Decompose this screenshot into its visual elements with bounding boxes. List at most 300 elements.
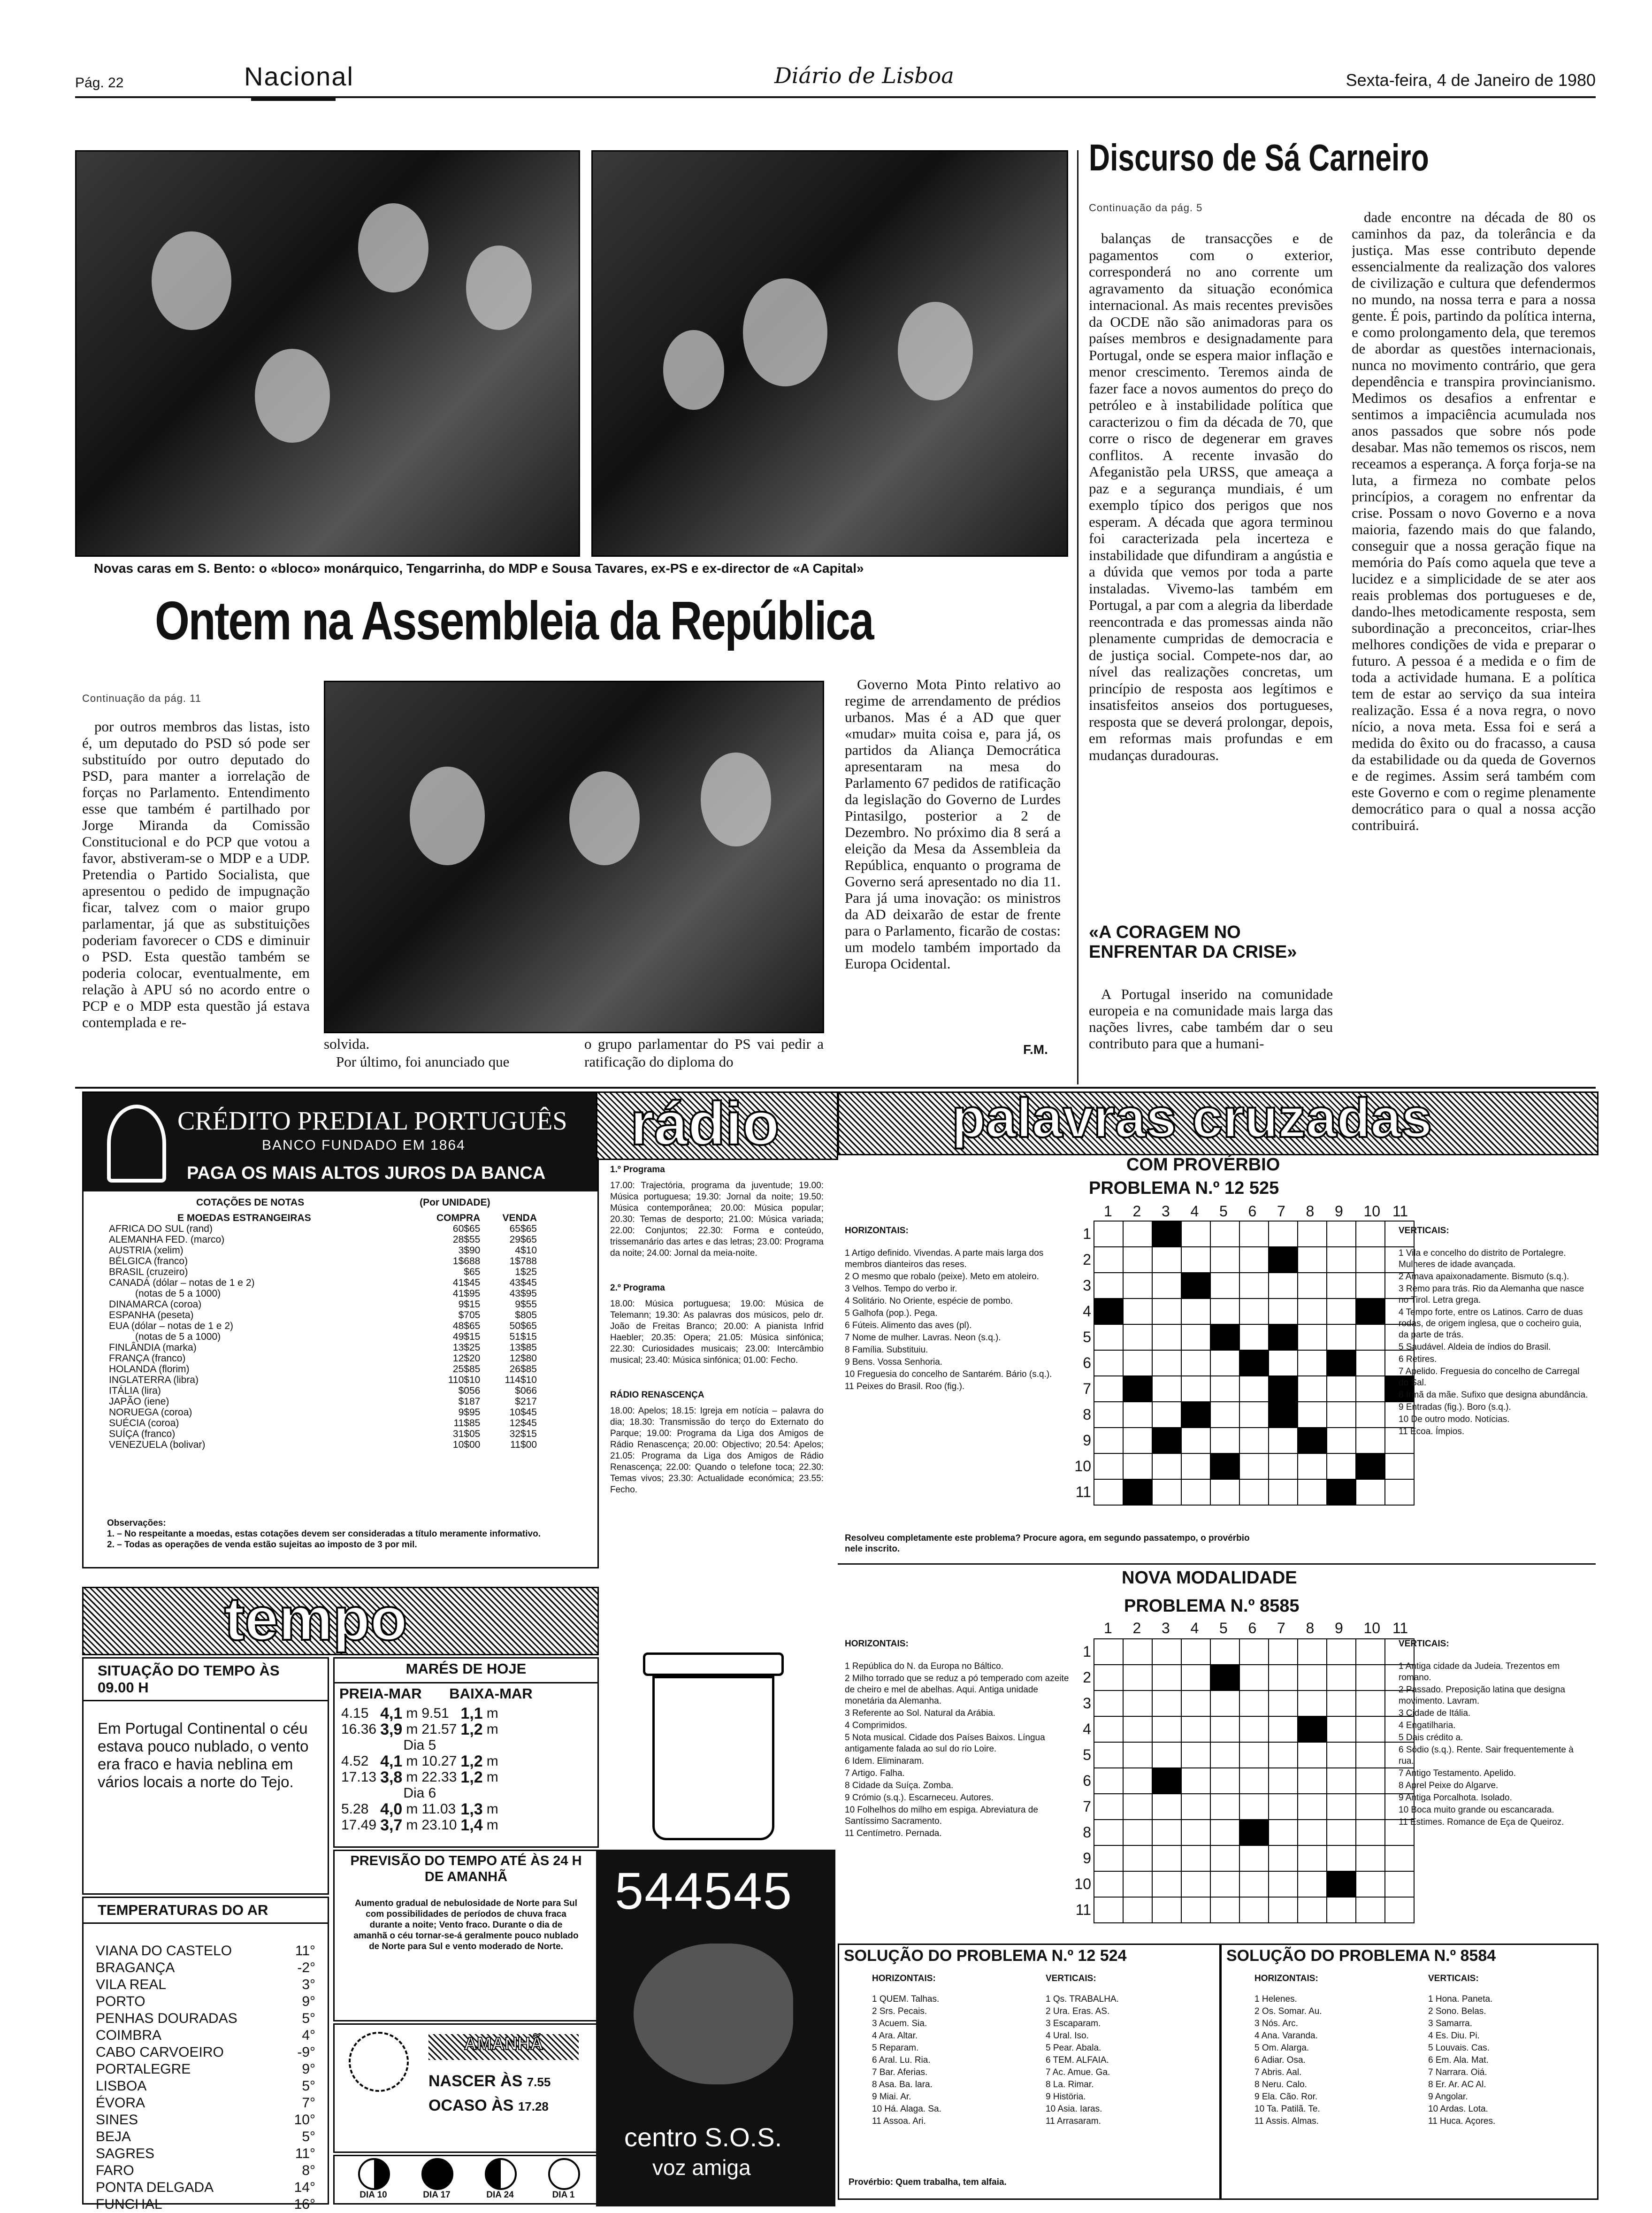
grid-cell xyxy=(1152,1299,1181,1324)
assembleia-col4 xyxy=(845,676,1061,1033)
grid-cell xyxy=(1327,1690,1356,1716)
solution-item: 4 Ara. Altar. xyxy=(872,2031,918,2041)
rate-venda: 10$45 xyxy=(509,1407,537,1418)
grid-row-number: 2 xyxy=(1083,1669,1091,1686)
radio-banner xyxy=(596,1091,838,1160)
grid-cell xyxy=(1327,1350,1356,1376)
solution-item: 6 Aral. Lu. Ria. xyxy=(872,2055,931,2065)
rate-compra: 11$85 xyxy=(453,1418,481,1429)
temp-row xyxy=(93,2196,318,2213)
solution-item: 10 Asia. Iaras. xyxy=(1046,2104,1102,2114)
grid-cell xyxy=(1269,1479,1298,1505)
grid-cell xyxy=(1123,1479,1152,1505)
grid-cell xyxy=(1327,1794,1356,1820)
grid-row-number: 7 xyxy=(1083,1380,1091,1397)
grid-cell xyxy=(1123,1247,1152,1273)
solution-item: 4 Es. Diu. Pi. xyxy=(1428,2031,1480,2041)
grid-col-number: 3 xyxy=(1162,1620,1170,1637)
cruzadas-banner xyxy=(838,1087,1598,1155)
discurso-divider xyxy=(1077,150,1078,1084)
solution-item: 6 TEM. ALFAIA. xyxy=(1046,2055,1109,2065)
clue-item: 8 Cidade da Suíça. Zomba. xyxy=(845,1781,954,1790)
grid-cell xyxy=(1239,1299,1269,1324)
grid-cell xyxy=(1181,1716,1210,1742)
radio-p2-text: 18.00: Música portuguesa; 19.00: Música de Telemann; 19.30: As palavras dos músicos, pelo dr. João de Freitas Branco; 20.00: A pianista Infrid Haebler; 20.35: Opera; 21.05: Música sinfónica; 22.30: Curiosidades musicais; 23.00: Intercâmbio musical; 23.40: Música sinfónica; 01.00: Fecho. xyxy=(610,1299,824,1365)
sun-times xyxy=(428,2069,551,2118)
problem2-title: PROBLEMA N.º 8585 xyxy=(1124,1596,1300,1616)
grid-cell xyxy=(1210,1639,1239,1665)
grid2-vert-list xyxy=(1399,1661,1591,1828)
grid-cell xyxy=(1327,1479,1356,1505)
rate-row xyxy=(107,1364,539,1375)
assembleia-col2 xyxy=(324,1035,568,1071)
rate-currency: AFRICA DO SUL (rand) xyxy=(109,1223,213,1234)
moon-phases xyxy=(335,2156,597,2203)
rate-venda: $217 xyxy=(515,1396,537,1407)
grid-cell xyxy=(1094,1324,1123,1350)
grid-cell xyxy=(1210,1376,1239,1402)
clue-item: 4 Tempo forte, entre os Latinos. Carro de duas rodas, de origem inglesa, que o cocheiro guia, da parte de trás. xyxy=(1399,1307,1583,1340)
grid-cell xyxy=(1298,1376,1327,1402)
rate-venda: 1$788 xyxy=(509,1256,537,1267)
temp-row xyxy=(93,1993,318,2010)
clue-item: 6 Sódio (s.q.). Rente. Sair frequentemente à rua. xyxy=(1399,1745,1574,1766)
clue-item: 5 Dais crédito a. xyxy=(1399,1733,1463,1743)
moon-icon xyxy=(485,2158,517,2190)
temp-city: BEJA xyxy=(96,2129,131,2144)
grid-cell xyxy=(1356,1742,1385,1768)
assembleia-col3-text: o grupo parlamentar do PS vai pedir a ratificação do diploma do xyxy=(584,1036,824,1070)
grid-cell xyxy=(1094,1247,1123,1273)
tide-cell: m xyxy=(406,1769,418,1785)
grid-cell xyxy=(1210,1665,1239,1690)
rate-compra: 25$85 xyxy=(452,1364,481,1375)
grid-cell xyxy=(1152,1453,1181,1479)
rate-compra: 110$10 xyxy=(448,1375,481,1385)
solution-item: 2 Srs. Pecais. xyxy=(872,2006,927,2016)
tide-cell: 1,2 xyxy=(460,1768,483,1786)
grid-cell xyxy=(1210,1479,1239,1505)
grid-row xyxy=(1094,1273,1414,1299)
rate-row xyxy=(107,1223,539,1234)
grid-cell xyxy=(1181,1897,1210,1923)
clue-item: 5 Saudável. Aldeia de índios do Brasil. xyxy=(1399,1342,1551,1352)
grid-cell xyxy=(1298,1324,1327,1350)
rate-currency: ESPANHA (peseta) xyxy=(109,1310,194,1321)
grid-col-number: 11 xyxy=(1392,1620,1408,1637)
grid-cell xyxy=(1123,1897,1152,1923)
grid-cell xyxy=(1152,1768,1181,1794)
grid-cell xyxy=(1094,1742,1123,1768)
rate-venda: 26$85 xyxy=(509,1364,537,1375)
credito-rates-table xyxy=(107,1213,539,1450)
grid-row-number: 3 xyxy=(1083,1277,1091,1294)
clue-item: 8 Irmã da mãe. Sufixo que designa abundância. xyxy=(1399,1390,1588,1400)
grid-cell xyxy=(1181,1479,1210,1505)
grid-cell xyxy=(1356,1716,1385,1742)
tide-cell: 4,1 xyxy=(380,1752,403,1770)
grid-cell xyxy=(1356,1665,1385,1690)
solution-item: 7 Abris. Aal. xyxy=(1254,2067,1302,2077)
grid-cell xyxy=(1298,1402,1327,1428)
rate-row xyxy=(107,1407,539,1418)
grid-cell xyxy=(1239,1897,1269,1923)
ocaso-value: 17.28 xyxy=(518,2099,549,2113)
clue-item: 7 Nome de mulher. Lavras. Neon (s.q.). xyxy=(845,1333,1001,1343)
tempo-title: tempo xyxy=(224,1584,407,1653)
grid-cell xyxy=(1094,1350,1123,1376)
tide-cell: m xyxy=(486,1706,498,1721)
rate-currency: DINAMARCA (coroa) xyxy=(109,1299,202,1310)
section-title: Nacional xyxy=(244,61,354,91)
tide-cell: 3,8 xyxy=(380,1768,403,1786)
tide-cell: 1,2 xyxy=(460,1752,483,1770)
clue-item: 1 Artigo definido. Vivendas. A parte mais larga dos membros dianteiros das reses. xyxy=(845,1248,1044,1269)
grid-cell xyxy=(1152,1845,1181,1871)
grid-cell xyxy=(1181,1350,1210,1376)
discurso-col1b-text: A Portugal inserido na comunidade europeia e na comunidade mais larga das nações livres, cabe também dar o seu contributo para que a humani- xyxy=(1089,986,1333,1052)
grid-cell xyxy=(1094,1665,1123,1690)
tide-row xyxy=(339,1753,500,1769)
tide-cell: 4,0 xyxy=(380,1800,403,1818)
rate-venda: 11$00 xyxy=(510,1439,537,1450)
grid-row-number: 1 xyxy=(1083,1225,1091,1242)
moon-day: DIA 17 xyxy=(423,2190,451,2200)
clue-item: 6 Fúteis. Alimento das aves (pl). xyxy=(845,1321,972,1330)
grid-cell xyxy=(1094,1428,1123,1453)
moon-icon xyxy=(358,2158,390,2190)
grid-cell xyxy=(1298,1871,1327,1897)
tide-cell: m xyxy=(486,1769,498,1785)
credito-obs-title: Observações: xyxy=(107,1518,166,1528)
temp-value: 9° xyxy=(302,2061,315,2077)
grid-row-number: 1 xyxy=(1083,1643,1091,1660)
solucao-1 xyxy=(838,1944,1221,2200)
sol2-horiz-list xyxy=(1254,1994,1395,2127)
sol1-horiz-title: HORIZONTAIS: xyxy=(872,1974,936,1983)
trash-can-illustration xyxy=(634,1643,788,1840)
grid-cell xyxy=(1210,1794,1239,1820)
credito-logo-icon xyxy=(107,1105,166,1183)
grid-cell xyxy=(1269,1716,1298,1742)
grid-cell xyxy=(1269,1639,1298,1665)
temp-value: 3° xyxy=(302,1977,315,1992)
solution-item: 8 Neru. Calo. xyxy=(1254,2080,1307,2090)
solution-item: 10 Ardas. Lota. xyxy=(1428,2104,1488,2114)
sol2-vert-title: VERTICAIS: xyxy=(1428,1974,1479,1983)
temp-row xyxy=(93,2078,318,2095)
grid-cell xyxy=(1327,1402,1356,1428)
sos-voz: voz amiga xyxy=(652,2155,751,2180)
grid-cell xyxy=(1152,1690,1181,1716)
rate-compra: 3$90 xyxy=(458,1245,481,1256)
grid-cell xyxy=(1356,1350,1385,1376)
grid-cell xyxy=(1239,1402,1269,1428)
rate-currency: FINLÂNDIA (marka) xyxy=(109,1342,197,1353)
assembleia-headline: Ontem na Assembleia da República xyxy=(155,590,873,651)
grid-cell xyxy=(1181,1247,1210,1273)
grid-row-number: 4 xyxy=(1083,1303,1091,1320)
grid-cell xyxy=(1152,1639,1181,1665)
grid-cell xyxy=(1327,1221,1356,1247)
solution-item: 3 Samarra. xyxy=(1428,2019,1472,2029)
grid-cell xyxy=(1239,1428,1269,1453)
grid-col-number: 5 xyxy=(1219,1203,1228,1220)
grid-col-number: 1 xyxy=(1104,1203,1112,1220)
grid-cell xyxy=(1385,1897,1414,1923)
grid-cell xyxy=(1356,1376,1385,1402)
credito-table-title-text: COTAÇÕES DE NOTAS xyxy=(196,1197,305,1208)
grid-cell xyxy=(1181,1273,1210,1299)
credito-header xyxy=(84,1093,597,1191)
temp-value: 9° xyxy=(302,1994,315,2009)
grid-cell xyxy=(1327,1897,1356,1923)
rate-row xyxy=(107,1288,539,1299)
grid-col-number: 4 xyxy=(1190,1620,1199,1637)
grid-cell xyxy=(1152,1820,1181,1845)
tide-cell: 9.51 xyxy=(421,1706,449,1721)
clue-item: 4 Comprimidos. xyxy=(845,1721,908,1730)
grid-cell xyxy=(1181,1794,1210,1820)
solution-item: 4 Ana. Varanda. xyxy=(1254,2031,1318,2041)
grid-cell xyxy=(1181,1665,1210,1690)
sol2-horiz-title: HORIZONTAIS: xyxy=(1254,1974,1318,1983)
tide-cell: m xyxy=(406,1706,418,1721)
credito-slogan: PAGA OS MAIS ALTOS JUROS DA BANCA xyxy=(187,1163,546,1183)
page-number: Pág. 22 xyxy=(75,75,124,91)
tempo-banner xyxy=(82,1584,599,1655)
discurso-col1 xyxy=(1089,230,1333,944)
grid-cell xyxy=(1210,1453,1239,1479)
grid-cell xyxy=(1385,1479,1414,1505)
solution-item: 4 Ural. Iso. xyxy=(1046,2031,1089,2041)
rate-compra: $65 xyxy=(464,1267,481,1277)
rate-row xyxy=(107,1310,539,1321)
rate-compra: $056 xyxy=(458,1385,481,1396)
grid-row-number: 9 xyxy=(1083,1850,1091,1867)
solution-item: 8 Er. Ar. AC Al. xyxy=(1428,2080,1486,2090)
tide-cell: 1,2 xyxy=(460,1721,483,1738)
temp-row xyxy=(93,2145,318,2162)
tempo-situacao xyxy=(82,1657,329,1895)
mares-title: MARÉS DE HOJE xyxy=(405,1660,527,1677)
grid-cell xyxy=(1123,1350,1152,1376)
grid-cell xyxy=(1269,1690,1298,1716)
tide-day: Dia 6 xyxy=(403,1785,436,1801)
clue-item: 11 Estimes. Romance de Eça de Queiroz. xyxy=(1399,1817,1564,1827)
grid-cell xyxy=(1298,1690,1327,1716)
solution-item: 7 Ac. Amue. Ga. xyxy=(1046,2067,1110,2077)
solucao-2 xyxy=(1220,1944,1598,2200)
grid-cell xyxy=(1269,1273,1298,1299)
grid-cell xyxy=(1094,1299,1123,1324)
grid-cell xyxy=(1210,1897,1239,1923)
credito-obs-2: 2. – Todas as operações de venda estão sujeitas ao imposto de 3 por mil. xyxy=(107,1540,417,1550)
solution-item: 8 Asa. Ba. lara. xyxy=(872,2080,933,2090)
grid-cell xyxy=(1327,1273,1356,1299)
grid-cell xyxy=(1123,1402,1152,1428)
grid-cell xyxy=(1356,1324,1385,1350)
temp-row xyxy=(93,2112,318,2128)
grid-cell xyxy=(1239,1479,1269,1505)
grid-cell xyxy=(1356,1221,1385,1247)
clue-item: 7 Apelido. Freguesia do concelho de Carregal do Sal. xyxy=(1399,1367,1580,1388)
clue-item: 10 Folhelhos do milho em espiga. Abreviatura de Santíssimo Sacramento. xyxy=(845,1805,1038,1826)
grid-cell xyxy=(1181,1742,1210,1768)
solution-item: 11 Assis. Almas. xyxy=(1254,2116,1319,2126)
grid-col-number: 6 xyxy=(1248,1620,1257,1637)
grid-cell xyxy=(1210,1428,1239,1453)
rates-col-compra: COMPRA xyxy=(436,1213,481,1223)
grid-col-number: 7 xyxy=(1277,1203,1285,1220)
clue-item: 10 Freguesia do concelho de Santarém. Bário (s.q.). xyxy=(845,1369,1052,1379)
grid-cell xyxy=(1094,1716,1123,1742)
temp-city: SINES xyxy=(96,2112,138,2128)
rate-compra: 49$15 xyxy=(452,1331,481,1342)
grid-cell xyxy=(1298,1299,1327,1324)
grid-cell xyxy=(1356,1479,1385,1505)
tide-cell: m xyxy=(406,1721,418,1737)
clue-item: 10 Boca muito grande ou escancarada. xyxy=(1399,1805,1554,1815)
page-date: Sexta-feira, 4 de Janeiro de 1980 xyxy=(1346,70,1596,90)
sos-phone-number: 544545 xyxy=(615,1862,793,1920)
grid-row-number: 8 xyxy=(1083,1824,1091,1841)
sol1-vert-title: VERTICAIS: xyxy=(1046,1974,1096,1983)
grid-cell xyxy=(1094,1768,1123,1794)
grid-row-number: 5 xyxy=(1083,1746,1091,1763)
credito-table-title xyxy=(98,1197,586,1208)
rate-venda: 9$55 xyxy=(515,1299,537,1310)
tide-cell: 23.10 xyxy=(421,1817,457,1833)
sol1-columns xyxy=(872,1973,1210,2130)
grid-cell xyxy=(1152,1247,1181,1273)
grid1-horiz-list xyxy=(845,1248,1070,1392)
grid-cell xyxy=(1210,1871,1239,1897)
solution-item: 6 Adiar. Osa. xyxy=(1254,2055,1306,2065)
grid-cell xyxy=(1094,1479,1123,1505)
rate-compra: 9$95 xyxy=(458,1407,481,1418)
rate-currency: SUÉCIA (coroa) xyxy=(109,1418,179,1429)
grid1-vert-list xyxy=(1399,1248,1591,1437)
rate-compra: 60$65 xyxy=(452,1223,481,1234)
grid-cell xyxy=(1210,1768,1239,1794)
grid-cell xyxy=(1269,1376,1298,1402)
clue-item: 11 Ecoa. Ímpios. xyxy=(1399,1427,1465,1437)
rate-venda: 43$45 xyxy=(509,1277,537,1288)
rates-col-head: E MOEDAS ESTRANGEIRAS xyxy=(177,1213,311,1223)
grid-cell xyxy=(1094,1794,1123,1820)
grid-row xyxy=(1094,1402,1414,1428)
discurso-col2-text: dade encontre na década de 80 os caminhos da paz, da tolerância e da justiça. Mas esse contributo depende essencialmente da realização dos valores de civilização e cultura que defendermos no mundo, na nossa terra e para a nossa gente. É pois, partindo da política interna, e como prolongamento dela, que teremos de abordar as questões internacionais, nunca no movimento contrário, que gera dependência e transpira provincianismo. Medimos os desafios a enfrentar e sentimos a impaciência acumulada nos anos passados que sobre nós pode desabar. Mas não tememos os riscos, nem receamos a esperança. A força forja-se na luta, a firmeza no combate pelos princípios, a coragem no enfrentar da crise. Possam o novo Governo e a nova maioria, fazendo mais do que falando, conseguir que a nossa geração fique na memória do País como aquela que teve a lucidez e a simplicidade de se ater aos reais problemas dos portugueses e de, dando-lhes metodicamente resposta, sem subordinação a preconceitos, criar-lhes melhores condições de vida e preparar o futuro. A pessoa é a medida e o fim de toda a actividade humana. E a política tem de estar ao serviço da sua inteira realização. Essa é a nova regra, o novo nício, a nova meta. Essa foi e será a medida do êxito ou do fracasso, a causa da estabilidade ou da queda de Governos e de regimes. Assim será também com este Governo e com o regime plenamente democrático para o qual a nossa acção contribuirá. xyxy=(1352,209,1596,833)
grid-row-number: 8 xyxy=(1083,1406,1091,1423)
grid2-verticais xyxy=(1399,1638,1591,1829)
grid-cell xyxy=(1123,1428,1152,1453)
grid-cell xyxy=(1210,1221,1239,1247)
grid-cell xyxy=(1298,1716,1327,1742)
grid-cell xyxy=(1327,1376,1356,1402)
tide-cell: 1,4 xyxy=(460,1816,483,1834)
grid-cell xyxy=(1239,1690,1269,1716)
rate-currency: BÉLGICA (franco) xyxy=(109,1256,188,1267)
grid-row-number: 7 xyxy=(1083,1798,1091,1815)
assembleia-signature: F.M. xyxy=(1023,1042,1048,1057)
assembleia-photo-right xyxy=(591,150,1068,557)
grid-cell xyxy=(1181,1871,1210,1897)
grid-cell xyxy=(1356,1871,1385,1897)
temp-value: 5° xyxy=(302,2011,315,2026)
grid-cell xyxy=(1239,1221,1269,1247)
temp-row xyxy=(93,2044,318,2061)
rate-venda: 12$45 xyxy=(509,1418,537,1429)
nova-modalidade: NOVA MODALIDADE xyxy=(1122,1568,1297,1588)
grid-cell xyxy=(1123,1299,1152,1324)
tide-row xyxy=(339,1721,500,1737)
temp-value: 10° xyxy=(294,2112,315,2128)
assembleia-col1-text: por outros membros das listas, isto é, um deputado do PSD só pode ser substituído por outro deputado do PSD, para manter a iorrelação de forças no Parlamento. Entendimento esse que também é partilhado por Jorge Miranda da Comissão Constitucional e do PCP que votou a favor, abstiveram-se o MDP e a UDP. Pretendia o Partido Socialista, que apresentou o pedido de impugnação ficar, talvez com o maior grupo parlamentar, já que as substituições poderiam favorecer o CDS e diminuir o PSD. Esta questão também se poderia colocar, eventualmente, em relação à APU só no acordo entre o PCP e o MDP esta questão já estava contemplada e re- xyxy=(82,718,310,1030)
grid1-verticais xyxy=(1399,1225,1591,1438)
grid-cell xyxy=(1269,1221,1298,1247)
temp-value: 11° xyxy=(295,2146,315,2161)
grid-cell xyxy=(1239,1742,1269,1768)
grid-cell xyxy=(1356,1897,1385,1923)
grid-cell xyxy=(1269,1897,1298,1923)
grid-cell xyxy=(1327,1742,1356,1768)
solution-item: 3 Nós. Arc. xyxy=(1254,2019,1298,2029)
preia-mar-label: PREIA-MAR xyxy=(339,1685,422,1702)
clue-item: 9 Crómio (s.q.). Escarneceu. Autores. xyxy=(845,1793,994,1803)
temp-value: 7° xyxy=(302,2095,315,2111)
grid-cell xyxy=(1298,1221,1327,1247)
tempo-moons xyxy=(333,2155,599,2205)
temp-row xyxy=(93,2128,318,2145)
grid-row xyxy=(1094,1428,1414,1453)
temps-title: TEMPERATURAS DO AR xyxy=(84,1898,328,1924)
clue-item: 5 Nota musical. Cidade dos Países Baixos. Língua antigamente falada ao sul do rio Loire. xyxy=(845,1733,1045,1754)
tide-cell: m xyxy=(486,1817,498,1833)
rate-row xyxy=(107,1234,539,1245)
grid-col-number: 9 xyxy=(1335,1620,1343,1637)
grid-cell xyxy=(1356,1845,1385,1871)
grid-row-number: 9 xyxy=(1083,1432,1091,1449)
grid-col-number: 1 xyxy=(1104,1620,1112,1637)
grid-cell xyxy=(1327,1871,1356,1897)
grid-cell xyxy=(1094,1845,1123,1871)
rate-row xyxy=(107,1375,539,1385)
situacao-text: Em Portugal Continental o céu estava pouco nublado, o vento era fraco e havia neblina em vários locais a norte do Tejo. xyxy=(98,1720,309,1790)
grid-row-number: 10 xyxy=(1074,1875,1091,1892)
temp-row xyxy=(93,2010,318,2027)
sol1-title: SOLUÇÃO DO PROBLEMA N.º 12 524 xyxy=(844,1947,1127,1965)
clue-item: 2 Milho torrado que se reduz a pó temperado com azeite de cheiro e mel de abelhas. Aqui. Antiga unidade monetária da Alemanha. xyxy=(845,1674,1069,1706)
grid-row xyxy=(1094,1221,1414,1247)
grid-cell xyxy=(1269,1845,1298,1871)
grid-cell xyxy=(1181,1845,1210,1871)
rate-venda: 51$15 xyxy=(509,1331,537,1342)
proverbio: Provérbio: Quem trabalha, tem alfaia. xyxy=(849,2177,1007,2187)
grid-cell xyxy=(1239,1768,1269,1794)
grid-cell xyxy=(1094,1453,1123,1479)
grid-cell xyxy=(1239,1871,1269,1897)
clue-item: 9 Bens. Vossa Senhoria. xyxy=(845,1357,943,1367)
solution-item: 5 Reparam. xyxy=(872,2043,919,2053)
rate-row xyxy=(107,1342,539,1353)
grid-cell xyxy=(1123,1639,1152,1665)
grid-cell xyxy=(1152,1897,1181,1923)
tempo-amanha xyxy=(333,2023,599,2153)
grid-cell xyxy=(1356,1402,1385,1428)
rate-venda: 13$85 xyxy=(509,1342,537,1353)
grid-cell xyxy=(1094,1402,1123,1428)
